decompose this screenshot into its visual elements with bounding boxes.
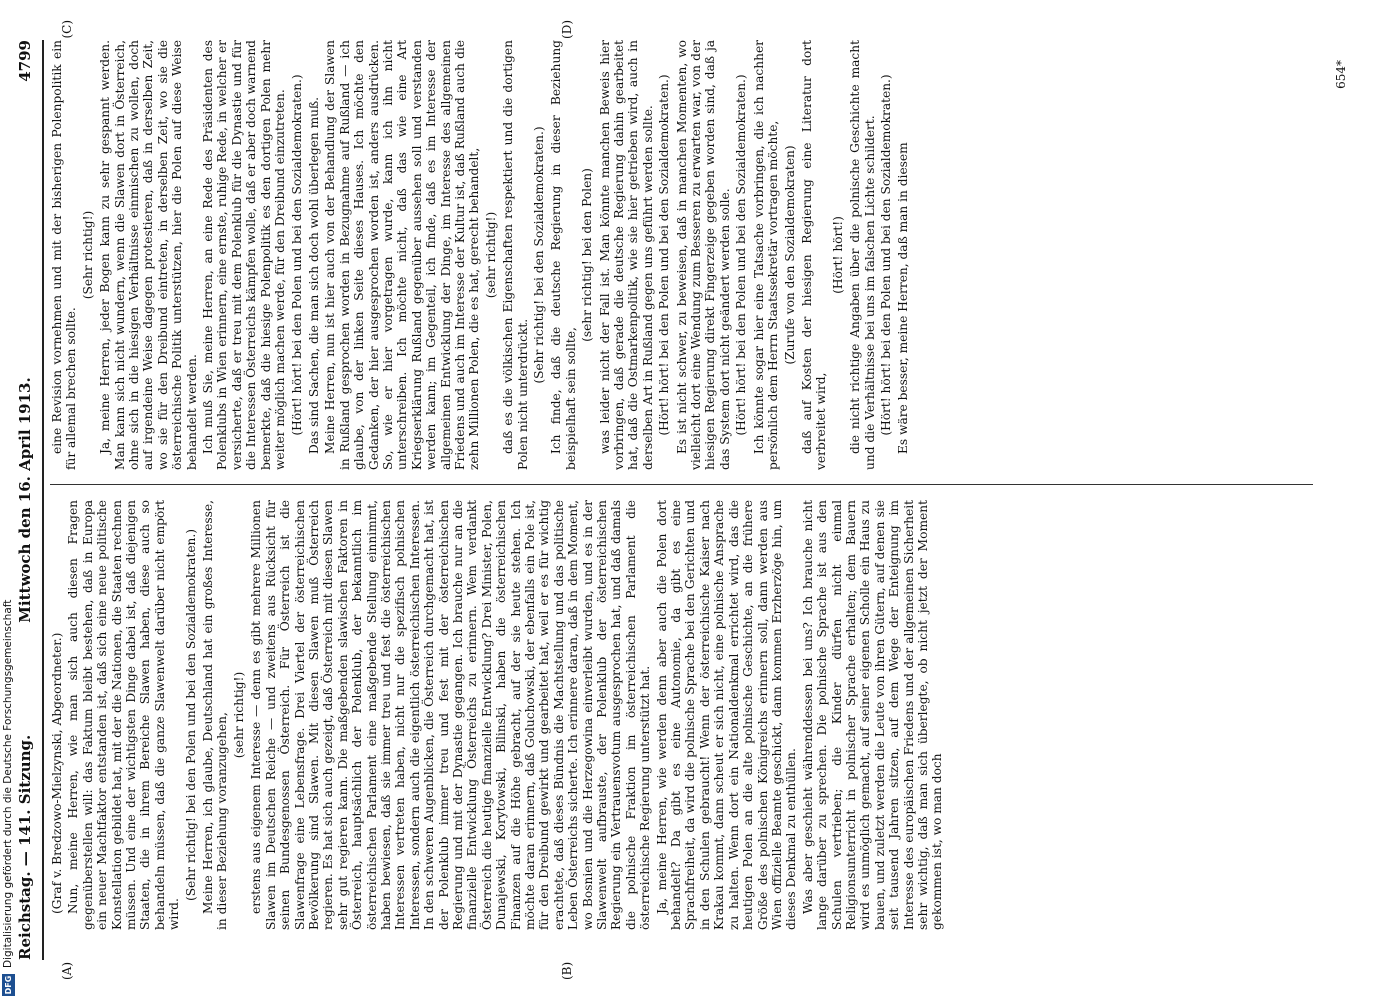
- left-column: [50, 500, 1323, 930]
- paragraph: Ich muß Sie, meine Herren, an eine Rede des Präsidenten des Polenklubs in Wien erinnern, eine ernste, ruhige Rede, in welcher er versicherte, daß er treu mit dem Polenklub für die Dynastie und für die Interessen Österreichs kämpfen wolle, daß er aber doch warnend bemerkte, daß die hiesige Polenpolitik es den dortigen Polen mehr weiter möglich machen werde, für den Dreibund einzutreten.: [201, 40, 288, 470]
- margin-mark-a: (A): [60, 961, 74, 980]
- footer-page-mark: 654*: [1334, 60, 1348, 89]
- interjection: (Sehr richtig! bei den Polen und bei den Sozialdemokraten.): [183, 528, 198, 902]
- interjection: (sehr richtig! bei den Polen): [580, 168, 595, 342]
- paragraph: was leider nicht der Fall ist. Man könnte manchen Beweis hier vorbringen, daß gerade die deutsche Regierung dahin gearbeitet hat, daß die Ostmarkenpolitik, wie sie hier getrieben wird, auch in derselben Art in Rußland gegen uns geführt werden sollte.: [597, 40, 655, 470]
- header-rule: [42, 40, 44, 960]
- interjection: (Hört! hört! bei den Polen und bei den Sozialdemokraten.): [289, 74, 304, 436]
- page-number: 4799: [16, 40, 34, 82]
- interjection: (sehr richtig!): [231, 671, 246, 759]
- interjection: (Hört! hört! bei den Polen und bei den Sozialdemokraten.): [878, 74, 893, 436]
- paragraph: Nun, meine Herren, wie man sich auch diesen Fragen gegenüberstellen will: das Faktum bleibt bestehen, daß in Europa ein neuer Machtfaktor entstanden ist, daß sich eine neue politische Konstellation gebildet hat, mit der die Nationen, die Staaten rechnen müssen. Und eine der wichtigsten Dinge dabei ist, daß diejenigen Staaten, die in ihrem Bereiche Slawen haben, diese auch so behandeln müssen, daß die ganze Slawenwelt darüber nicht empört wird.: [66, 500, 182, 930]
- paragraph: Ich könnte sogar hier eine Tatsache vorbringen, die ich nachher persönlich dem Herrn Staatssekretär vortragen möchte,: [751, 40, 781, 470]
- interjection: (Hört! hört!): [830, 216, 845, 294]
- paragraph: Es ist nicht schwer, zu beweisen, daß in manchen Momenten, wo vielleicht dort eine Wendung zum Besseren zu erwarten war, von der hiesigen Regierung direkt Fingerzeige gegeben worden sind, daß ja das System dort nicht geändert werden solle.: [674, 40, 732, 470]
- margin-mark-c: (C): [60, 20, 74, 39]
- paragraph: Meine Herren, nun ist hier auch von der Behandlung der Slawen in Rußland gesprochen worden in Bezugnahme auf Rußland — ich glaube, von der linken Seite dieses Hauses. Ich möchte den Gedanken, der hier ausgesprochen worden ist, anders ausdrücken. So, wie er hier vorgetragen wurde, kann ich ihn nicht unterschreiben. Ich möchte nicht, daß das wie eine Art Kriegserklärung Rußland gegenüber aussehen soll und verstanden werden kann; im Gegenteil, ich finde, daß es im Interesse der allgemeinen Entwicklung der Dinge, im Interesse des allgemeinen Friedens und auch im Interesse der Kultur ist, daß Rußland auch die zehn Millionen Polen, die es hat, gerecht behandelt,: [323, 40, 482, 470]
- right-column: [50, 40, 1323, 470]
- margin-mark-b: (B): [560, 961, 574, 980]
- paragraph: Ich finde, daß die deutsche Regierung in dieser Beziehung beispielhaft sein sollte,: [549, 40, 578, 470]
- paragraph: Ja, meine Herren, wie werden denn aber auch die Polen dort behandelt? Da gibt es eine Autonomie, da gibt es eine Sprachfreiheit, da wird die polnische Sprache bei den Gerichten und in den Schulen gebraucht! Wenn der österreichische Kaiser nach Krakau kommt, dann scheut er sich nicht, eine polnische Ansprache zu halten. Wenn dort ein Nationaldenkmal errichtet wird, das die heutigen Polen an die alte polnische Geschichte, an die frühere Größe des polnischen Königreichs erinnern soll, dann werden aus Wien offizielle Beamte geschickt, dann kommen Erzherzöge hin, um dieses Denkmal zu enthüllen.: [654, 500, 799, 930]
- paragraph: daß es die völkischen Eigenschaften respektiert und die dortigen Polen nicht unterdrückt.: [501, 40, 530, 470]
- paragraph: Es wäre besser, meine Herren, daß man in diesem: [896, 142, 911, 454]
- header-left: Reichstag. — 141. Sitzung.: [16, 734, 34, 960]
- paragraph: erstens aus eigenem Interesse — denn es gibt mehrere Millionen Slawen im Deutschen Reiche — und zweitens aus Rücksicht für seinen Bundesgenossen Österreich. Für Österreich ist die Slawenfrage eine Lebensfrage. Drei Viertel der österreichischen Bevölkerung sind Slawen. Mit diesen Slawen muß Österreich regieren. Es hat sich auch gezeigt, daß Österreich mit diesen Slawen sehr gut regieren kann. Die maßgebenden slawischen Faktoren in Österreich, hauptsächlich der Polenklub, der bekanntlich im österreichischen Parlament eine maßgebende Stellung einnimmt, haben bewiesen, daß sie immer treu und fest die österreichischen Interessen vertreten haben, nicht nur die spezifisch polnischen Interessen, sondern auch die eigentlich österreichischen Interessen. In den schweren Augenblicken, die Österreich durchgemacht hat, ist der Polenklub immer treu und fest mit der österreichischen Regierung und mit der Dynastie gegangen. Ich brauche nur an die finanzielle Entwicklung Österreichs zu erinnern. Wem verdankt Österreich die heutige finanzielle Entwicklung? Drei Minister, Polen, Dunajewski, Korytowski, Bilinski, haben die österreichischen Finanzen auf die Höhe gebracht, auf der sie heute stehen. Ich möchte daran erinnern, daß Goluchowski, der ebenfalls ein Pole ist, für den Dreibund gewirkt und gearbeitet hat, weil er es für wichtig erachtete, daß dieses Bündnis die Machtstellung und das politische Leben Österreichs sicherte. Ich erinnere daran, daß in dem Moment, wo Bosnien und die Herzegowina einverleibt wurden, und es in der Slawenwelt aufbrauste, der Polenklub der österreichischen Regierung ein Vertrauensvotum ausgesprochen hat, und daß damals die polnische Fraktion im österreichischen Parlament die österreichische Regierung unterstützt hat.: [249, 500, 653, 930]
- interjection: (Hört! hört! bei den Polen und bei den Sozialdemokraten.): [734, 74, 749, 436]
- paragraph: Meine Herren, ich glaube, Deutschland hat ein großes Interesse, in dieser Beziehung voranzugehen,: [201, 500, 230, 930]
- paragraph: die nicht richtige Angaben über die polnische Geschichte macht und die Verhältnisse bei uns im falschen Lichte schildert.: [848, 40, 877, 470]
- paragraph: Das sind Sachen, die man sich doch wohl überlegen muß.: [306, 96, 321, 454]
- interjection: (Sehr richtig! bei den Sozialdemokraten.): [532, 126, 546, 384]
- paragraph: (Graf v. Bredzowo-Mielzynski, Abgeordneter.): [50, 632, 64, 914]
- interjection: (Hört! hört! bei den Polen und bei den Sozialdemokraten.): [657, 74, 672, 436]
- interjection: (Zurufe von den Sozialdemokraten): [782, 145, 797, 365]
- dfg-logo: DFG: [4, 975, 13, 995]
- credit-text: Digitalisierung gefördert durch die Deutsche Forschungsgemeinschaft: [2, 599, 14, 968]
- credit-strip: [0, 0, 20, 1000]
- interjection: (sehr richtig!): [483, 211, 498, 299]
- column-divider: [50, 484, 1313, 485]
- paragraph: Was aber geschieht währenddessen bei uns? Ich brauche nicht lange darüber zu sprechen. Die polnische Sprache ist aus den Schulen vertrieben; die Kinder dürfen nicht einmal Religionsunterricht in polnischer Sprache erhalten; dem Bauern wird es unmöglich gemacht, auf seiner eigenen Scholle ein Haus zu bauen, und zuletzt werden die Leute von ihren Gütern, auf denen sie seit tausend Jahren sitzen, auf dem Wege der Enteignung im Interesse des europäischen Friedens und der allgemeinen Sicherheit sehr wichtig, daß man sich überlegte, ob nicht jetzt der Moment gekommen ist, wo man doch: [800, 500, 945, 930]
- paragraph: Ja, meine Herren, jeder Bogen kann zu sehr gespannt werden. Man kann sich nicht wundern, wenn die Slawen dort in Österreich, ohne sich in die hiesigen Verhältnisse einmischen zu wollen, doch auf irgendeine Weise dagegen protestieren, daß in derselben Zeit, wo sie für den Dreibund eintreten, in derselben Zeit, wo sie die österreichische Politik unterstützen, hier die Polen auf diese Weise behandelt werden.: [98, 40, 199, 470]
- interjection: (Sehr richtig!): [80, 210, 95, 300]
- header-date: Mittwoch den 16. April 1913.: [16, 377, 34, 623]
- paragraph: daß auf Kosten der hiesigen Regierung eine Literatur dort verbreitet wird,: [799, 40, 829, 470]
- paragraph: eine Revision vornehmen und mit der bisherigen Polenpolitik ein für allemal brechen sollte.: [50, 40, 79, 470]
- margin-mark-d: (D): [560, 20, 574, 39]
